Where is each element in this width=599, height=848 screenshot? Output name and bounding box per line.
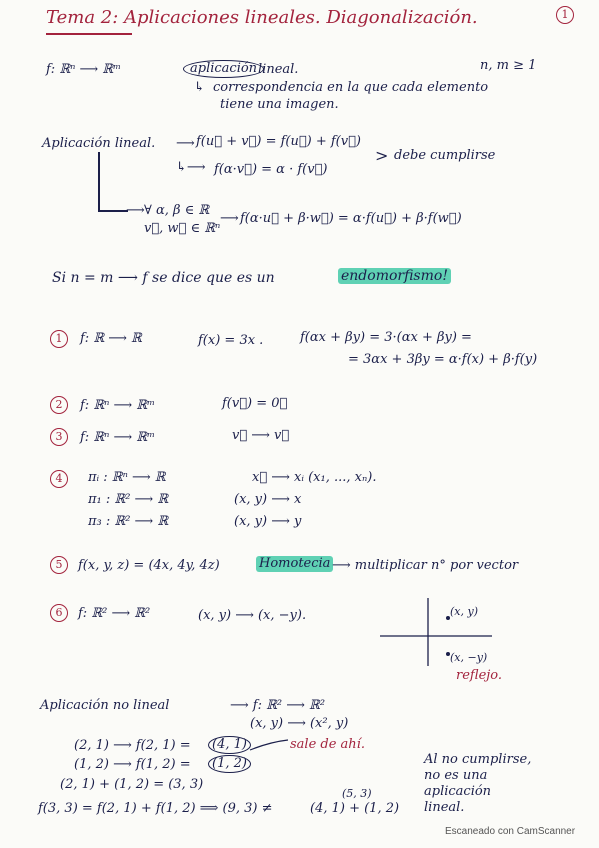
arrow: ⟶ xyxy=(176,136,195,151)
arrow: ⟶ xyxy=(220,211,239,226)
intro-map: f: ℝⁿ ⟶ ℝᵐ xyxy=(46,62,122,77)
example-1-number: 1 xyxy=(50,330,68,348)
example-1-map: f: ℝ ⟶ ℝ xyxy=(80,331,142,346)
conclusion-line-1: Al no cumplirse, xyxy=(424,752,532,767)
example-3-number: 3 xyxy=(50,428,68,446)
projection-3-map: π₃ : ℝ² ⟶ ℝ xyxy=(88,514,169,529)
example-5-note: ⟶ multiplicar n° por vector xyxy=(332,558,519,573)
projection-2-rule: (x, y) ⟶ x xyxy=(234,492,302,507)
correspondence-line1: correspondencia en la que cada elemento xyxy=(213,80,489,95)
rule-homogeneity: f(α·v⃗) = α · f(v⃗) xyxy=(214,162,328,177)
example-2-map: f: ℝⁿ ⟶ ℝᵐ xyxy=(80,398,156,413)
conclusion-line-3: aplicación xyxy=(424,784,492,799)
correspondence-line2: tiene una imagen. xyxy=(220,97,339,112)
correspondence-arrow: ↳ xyxy=(194,80,205,95)
homotecia-term: Homotecia xyxy=(256,556,333,572)
point-reflected: (x, −y) xyxy=(450,651,488,664)
nonlinear-rule: (x, y) ⟶ (x², y) xyxy=(250,716,349,731)
nonlinear-label: Aplicación no lineal xyxy=(40,698,170,713)
lineal-word: lineal. xyxy=(258,62,299,77)
point-original: (x, y) xyxy=(450,605,478,618)
projection-1-map: πᵢ : ℝⁿ ⟶ ℝ xyxy=(88,470,166,485)
scanner-watermark: Escaneado con CamScanner xyxy=(445,826,576,837)
function-sum-terms: (4, 1) + (1, 2) xyxy=(310,801,400,816)
definition-label: Aplicación lineal. xyxy=(42,136,156,151)
reflection-caption: reflejo. xyxy=(456,668,503,683)
eval-row-2: (1, 2) ⟶ f(1, 2) = xyxy=(74,757,191,772)
arrow: ↳⟶ xyxy=(176,160,206,175)
projection-3-rule: (x, y) ⟶ y xyxy=(234,514,302,529)
projection-1-rule: x⃗ ⟶ xᵢ (x₁, ..., xₙ). xyxy=(252,470,377,485)
rule-combined: f(α·u⃗ + β·w⃗) = α·f(u⃗) + β·f(w⃗) xyxy=(240,211,462,226)
sum-row: (2, 1) + (1, 2) = (3, 3) xyxy=(60,777,204,792)
page-number-badge: 1 xyxy=(556,6,574,24)
function-sum-row: f(3, 3) = f(2, 1) + f(1, 2) ⟹ (9, 3) ≠ xyxy=(38,801,273,816)
eval-result-2: (1, 2) xyxy=(208,755,251,773)
partial-sum-label: (5, 3) xyxy=(342,787,372,800)
example-1-proof-line1: f(αx + βy) = 3·(αx + βy) = xyxy=(300,330,472,345)
example-4-number: 4 xyxy=(50,470,68,488)
example-5-function: f(x, y, z) = (4x, 4y, 4z) xyxy=(78,558,220,573)
example-5-number: 5 xyxy=(50,556,68,574)
conclusion-line-2: no es una xyxy=(424,768,488,783)
endomorphism-term: endomorfismo! xyxy=(338,268,451,284)
example-1-proof-line2: = 3αx + 3βy = α·f(x) + β·f(y) xyxy=(348,352,538,367)
bracket-arrow: > xyxy=(375,146,389,165)
example-3-function: v⃗ ⟶ v⃗ xyxy=(232,428,290,443)
rule-additivity: f(u⃗ + v⃗) = f(u⃗) + f(v⃗) xyxy=(196,134,361,149)
example-6-rule: (x, y) ⟶ (x, −y). xyxy=(198,608,307,623)
arrow: ⟶ xyxy=(126,203,145,218)
conclusion-line-4: lineal. xyxy=(424,800,465,815)
example-6-number: 6 xyxy=(50,604,68,622)
endomorphism-text: Si n = m ⟶ f se dice que es un xyxy=(52,270,275,286)
example-1-function: f(x) = 3x . xyxy=(198,333,264,348)
aplicacion-word: aplicación xyxy=(183,60,264,78)
example-2-number: 2 xyxy=(50,396,68,414)
example-3-map: f: ℝⁿ ⟶ ℝᵐ xyxy=(80,430,156,445)
example-2-function: f(v⃗) = 0⃗ xyxy=(222,396,288,411)
n-m-condition: n, m ≥ 1 xyxy=(480,58,537,73)
example-6-map: f: ℝ² ⟶ ℝ² xyxy=(78,606,151,621)
eval-row-1: (2, 1) ⟶ f(2, 1) = xyxy=(74,738,191,753)
nonlinear-map: ⟶ f: ℝ² ⟶ ℝ² xyxy=(230,698,326,713)
must-hold-note: debe cumplirse xyxy=(394,148,496,163)
eval-result-1: (4, 1) xyxy=(208,736,251,754)
quantifier-vectors: v⃗, w⃗ ∈ ℝⁿ xyxy=(144,221,221,236)
projection-2-map: π₁ : ℝ² ⟶ ℝ xyxy=(88,492,169,507)
sale-de-ahi-note: sale de ahí. xyxy=(290,737,365,752)
page-title: Tema 2: Aplicaciones lineales. Diagonalización. xyxy=(46,7,478,28)
quantifier-scalars: ∀ α, β ∈ ℝ xyxy=(144,203,210,218)
